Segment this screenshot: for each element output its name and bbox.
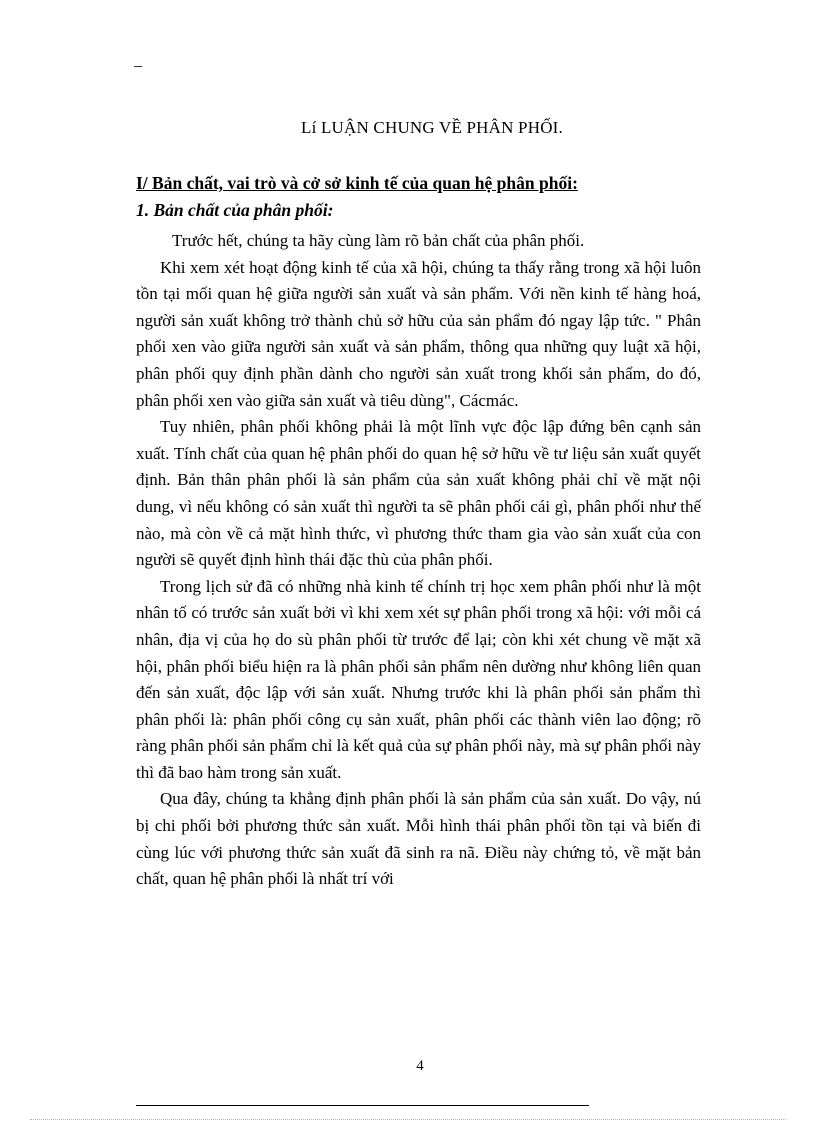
paragraph: Qua đây, chúng ta khẳng định phân phối là sản phẩm của sản xuất. Do vậy, nú bị chi phối bởi phương thức sản xuất. Mỗi hình thái phân phối tồn tại và biến đi cùng lúc với phương thức sản xuất đã sinh ra nã. Điều này chứng tỏ, về mặt bản chất, quan hệ phân phối là nhất trí với: [136, 789, 701, 889]
paragraph: Khi xem xét hoạt động kinh tế của xã hội, chúng ta thấy rằng trong xã hội luôn tồn tại mối quan hệ giữa người sản xuất và sản phẩm. Với nền kinh tế hàng hoá, người sản xuất không trở thành chủ sở hữu của sản phẩm đó ngay lập tức. " Phân phối xen vào giữa người sản xuất và sản phẩm, thông qua những quy luật xã hội, phân phối quy định phần dành cho người sản xuất trong khối sản phẩm, do đó, phân phối xen vào giữa sản xuất và tiêu dùng", Cácmác.: [136, 257, 701, 410]
document-body: [136, 170, 701, 893]
paragraph: Trước hết, chúng ta hãy cùng làm rõ bản chất của phân phối.: [172, 231, 585, 250]
page-bottom-edge: [30, 1119, 786, 1120]
footer-divider: [136, 1105, 589, 1106]
sub-heading: 1. Bản chất của phân phối:: [136, 200, 334, 220]
document-title: Lí LUẬN CHUNG VỀ PHÂN PHỐI.: [301, 118, 563, 137]
header-mark: _: [134, 52, 142, 69]
paragraph: Tuy nhiên, phân phối không phải là một lĩnh vực độc lập đứng bên cạnh sản xuất. Tính chất của quan hệ phân phối do quan hệ sở hữu về tư liệu sản xuất quyết định. Bản thân phân phối là sản phẩm của sản xuất không phải chỉ về mặt nội dung, vì nếu không có sản xuất thì người ta sẽ phân phối cái gì, phân phối như thế nào, mà còn về cả mặt hình thức, vì phương thức tham gia vào sản xuất của con người sẽ quyết định hình thái đặc thù của phân phối.: [136, 417, 701, 570]
page-number: 4: [416, 1058, 424, 1074]
paragraph: Trong lịch sử đã có những nhà kinh tế chính trị học xem phân phối như là một nhân tố có trước sản xuất bởi vì khi xem xét sự phân phối trong xã hội: với mỗi cá nhân, địa vị của họ do sù phân phối từ trước để lại; còn khi xét chung về mặt xã hội, phân phối biểu hiện ra là phân phối sản phẩm nên dường như không liên quan đến sản xuất, độc lập với sản xuất. Nhưng trước khi là phân phối sản phẩm thì phân phối là: phân phối công cụ sản xuất, phân phối các thành viên lao động; rõ ràng phân phối sản phẩm chỉ là kết quả của sự phân phối này, mà sự phân phối này thì đã bao hàm trong sản xuất.: [136, 576, 701, 782]
section-heading: I/ Bản chất, vai trò và cở sở kinh tế của quan hệ phân phối:: [136, 173, 578, 193]
